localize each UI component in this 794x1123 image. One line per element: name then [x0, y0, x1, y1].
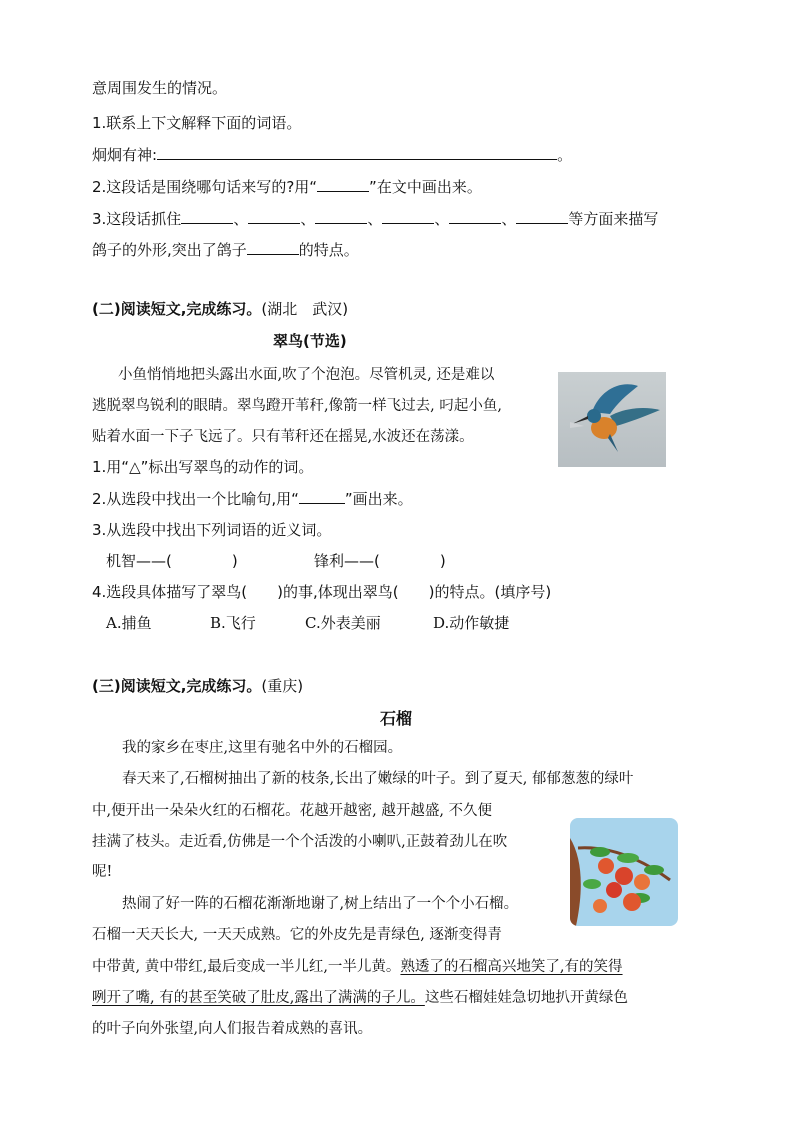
question-1-term [92, 145, 572, 165]
bird-head [587, 409, 601, 423]
sep: 、 [367, 210, 383, 228]
kingfisher-illustration [558, 372, 666, 467]
wing-lower [610, 408, 660, 426]
question-3-cont [92, 240, 359, 260]
passage-line: 呢! [92, 864, 113, 880]
answer-blank[interactable] [516, 209, 568, 224]
q2-text-b: ”在文中画出来。 [369, 178, 482, 196]
synonym-2: 锋利——( ) [314, 552, 446, 570]
answer-blank[interactable] [449, 209, 501, 224]
pomegranate-fruit [598, 858, 614, 874]
tree-trunk [570, 838, 581, 926]
kingfisher-image [558, 372, 666, 467]
passage-line [92, 957, 623, 977]
sep: 、 [300, 210, 316, 228]
pomegranate-image [570, 818, 678, 926]
question-1: 1.用“△”标出写翠鸟的动作的词。 [92, 458, 314, 476]
answer-blank[interactable] [248, 209, 300, 224]
pomegranate-illustration [570, 818, 678, 926]
passage-line: 挂满了枝头。走近看,仿佛是一个个活泼的小喇叭,正鼓着劲儿在吹 [92, 834, 508, 850]
answer-blank[interactable] [181, 209, 233, 224]
answer-blank[interactable] [382, 209, 434, 224]
section-heading-text: (二)阅读短文,完成练习。 [92, 300, 262, 318]
question-3: 3.从选段中找出下列词语的近义词。 [92, 521, 332, 539]
passage-line: 小鱼悄悄地把头露出水面,吹了个泡泡。尽管机灵, 还是难以 [118, 367, 495, 383]
section-2-heading [92, 299, 348, 319]
sep: 、 [434, 210, 450, 228]
q3-text-d: 的特点。 [298, 241, 359, 259]
option-b: B.飞行 [210, 614, 256, 632]
question-1: 1.联系上下文解释下面的词语。 [92, 114, 302, 132]
q3-text-a: 3.这段话抓住 [92, 210, 182, 228]
pomegranate-fruit [606, 882, 622, 898]
passage-line: 石榴一天天长大, 一天天成熟。它的外皮先是青绿色, 逐渐变得青 [92, 927, 502, 943]
section-heading-text: (三)阅读短文,完成练习。 [92, 677, 262, 695]
synonym-1: 机智——( ) [106, 552, 238, 570]
passage-text: 这些石榴娃娃急切地扒开黄绿色 [424, 990, 628, 1006]
passage-line [92, 988, 628, 1008]
bird-tail [608, 434, 618, 452]
answer-blank[interactable] [315, 209, 367, 224]
question-2 [92, 489, 413, 509]
passage-title: 翠鸟(节选) [273, 332, 347, 350]
section-source: (重庆) [261, 677, 304, 695]
answer-blank[interactable] [247, 240, 299, 255]
answer-blank[interactable] [299, 489, 345, 504]
pomegranate-fruit [623, 893, 641, 911]
sep: 、 [233, 210, 249, 228]
option-c: C.外表美丽 [305, 614, 381, 632]
answer-blank[interactable] [157, 145, 557, 160]
question-2 [92, 177, 482, 197]
q2-text-b: ”画出来。 [344, 490, 413, 508]
underlined-sentence: 咧开了嘴, 有的甚至笑破了肚皮,露出了满满的子儿。 [92, 990, 425, 1006]
option-a: A.捕鱼 [106, 614, 152, 632]
section-source: (湖北 武汉) [261, 300, 349, 318]
sep: 、 [501, 210, 517, 228]
question-4: 4.选段具体描写了翠鸟( )的事,体现出翠鸟( )的特点。(填序号) [92, 583, 552, 601]
q3-text-c: 鸽子的外形,突出了鸽子 [92, 241, 247, 259]
underlined-sentence: 熟透了的石榴高兴地笑了,有的笑得 [400, 959, 623, 975]
passage-line: 逃脱翠鸟锐利的眼睛。翠鸟蹬开苇秆,像箭一样飞过去, 叼起小鱼, [92, 398, 502, 414]
passage-line: 春天来了,石榴树抽出了新的枝条,长出了嫩绿的叶子。到了夏天, 郁郁葱葱的绿叶 [122, 771, 634, 787]
passage-line: 的叶子向外张望,向人们报告着成熟的喜讯。 [92, 1021, 373, 1037]
term-label: 炯炯有神: [92, 146, 158, 164]
passage-title: 石榴 [380, 709, 413, 728]
leaf [590, 847, 610, 857]
leaf [644, 865, 664, 875]
text-line: 意周围发生的情况。 [92, 79, 228, 97]
fish [570, 422, 584, 428]
bird-beak [572, 416, 588, 424]
pomegranate-fruit [615, 867, 633, 885]
option-d: D.动作敏捷 [433, 614, 510, 632]
q2-text-a: 2.这段话是围绕哪句话来写的?用“ [92, 178, 318, 196]
passage-line: 热闹了好一阵的石榴花渐渐地谢了,树上结出了一个个小石榴。 [122, 896, 519, 912]
leaf [617, 853, 639, 863]
passage-line: 中,便开出一朵朵火红的石榴花。花越开越密, 越开越盛, 不久便 [92, 803, 493, 819]
pomegranate-fruit [593, 899, 607, 913]
passage-line: 贴着水面一下子飞远了。只有苇秆还在摇晃,水波还在荡漾。 [92, 429, 474, 445]
passage-text: 中带黄, 黄中带红,最后变成一半儿红,一半儿黄。 [92, 959, 401, 975]
q2-text-a: 2.从选段中找出一个比喻句,用“ [92, 490, 299, 508]
q3-text-b: 等方面来描写 [568, 210, 659, 228]
leaf [583, 879, 601, 889]
pomegranate-fruit [634, 874, 650, 890]
question-3 [92, 209, 658, 229]
section-3-heading [92, 676, 303, 696]
term-end: 。 [557, 146, 573, 164]
passage-line: 我的家乡在枣庄,这里有驰名中外的石榴园。 [122, 740, 403, 756]
answer-blank[interactable] [317, 177, 369, 192]
